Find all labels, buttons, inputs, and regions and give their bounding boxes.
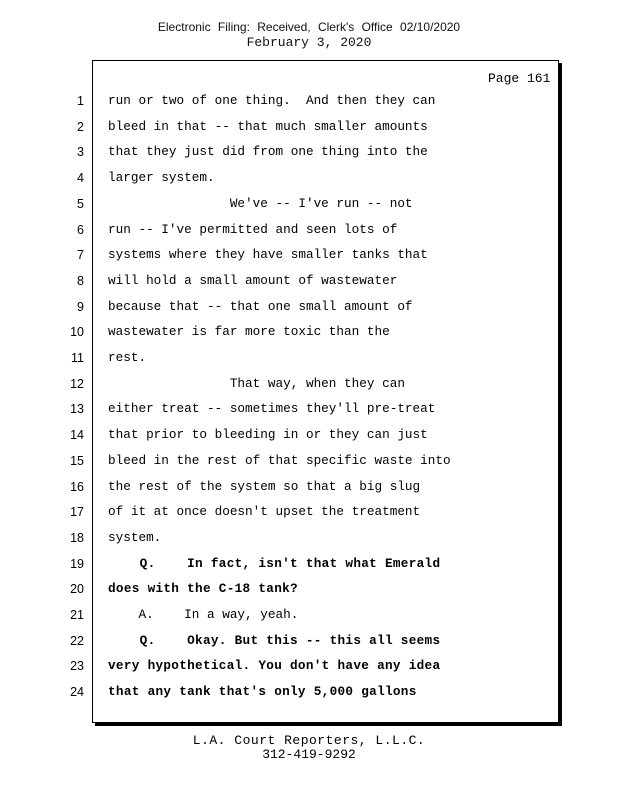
transcript-line bbox=[0, 324, 618, 344]
line-number: 8 bbox=[77, 273, 84, 288]
line-text: of it at once doesn't upset the treatment bbox=[108, 504, 421, 520]
line-number: 2 bbox=[77, 119, 84, 134]
line-number: 22 bbox=[70, 633, 84, 648]
line-number: 3 bbox=[77, 145, 84, 160]
line-number: 12 bbox=[70, 376, 84, 391]
transcript-line bbox=[0, 530, 618, 550]
line-text: A. In a way, yeah. bbox=[108, 607, 299, 622]
transcript-line bbox=[0, 633, 618, 653]
line-number: 21 bbox=[70, 608, 84, 622]
line-number: 13 bbox=[70, 402, 84, 417]
transcript-line bbox=[0, 247, 618, 267]
line-number: 15 bbox=[70, 453, 84, 468]
line-number: 5 bbox=[77, 196, 84, 211]
line-text: That way, when they can bbox=[108, 375, 405, 391]
transcript-line bbox=[0, 504, 618, 524]
line-number: 20 bbox=[70, 582, 84, 597]
transcript-line bbox=[0, 658, 618, 678]
line-number: 24 bbox=[70, 685, 84, 700]
transcript-line bbox=[0, 581, 618, 601]
line-text: because that -- that one small amount of bbox=[108, 298, 413, 314]
transcript-line bbox=[0, 607, 618, 627]
line-text: system. bbox=[108, 529, 162, 545]
transcript-line bbox=[0, 222, 618, 242]
transcript-line bbox=[0, 273, 618, 293]
line-text: either treat -- sometimes they'll pre-treat bbox=[108, 401, 436, 417]
transcript-date: February 3, 2020 bbox=[246, 35, 372, 50]
line-text: that prior to bleeding in or they can just bbox=[108, 427, 428, 443]
line-number: 10 bbox=[70, 325, 84, 340]
line-text: the rest of the system so that a big slug bbox=[108, 478, 421, 494]
line-text: Q. Okay. But this -- this all seems bbox=[108, 632, 441, 648]
line-number: 11 bbox=[71, 351, 84, 365]
reporter-phone: 312-419-9292 bbox=[262, 747, 356, 762]
line-number: 19 bbox=[70, 556, 84, 571]
line-number: 23 bbox=[70, 659, 84, 674]
transcript-line bbox=[0, 556, 618, 576]
filing-stamp: Electronic Filing: Received, Clerk's Office 02/10/2020 bbox=[157, 20, 461, 34]
line-text: wastewater is far more toxic than the bbox=[108, 324, 390, 340]
line-text: very hypothetical. You don't have any idea bbox=[108, 658, 441, 674]
line-number: 6 bbox=[77, 222, 84, 237]
line-text: that they just did from one thing into the bbox=[108, 144, 428, 160]
line-text: does with the C-18 tank? bbox=[108, 581, 298, 597]
transcript-line bbox=[0, 350, 618, 370]
transcript-line bbox=[0, 376, 618, 396]
transcript-line bbox=[0, 427, 618, 447]
line-number: 16 bbox=[70, 479, 84, 494]
line-number: 9 bbox=[77, 299, 84, 314]
transcript-line bbox=[0, 401, 618, 421]
line-number: 1 bbox=[77, 94, 84, 108]
line-text: Q. In fact, isn't that what Emerald bbox=[108, 555, 441, 571]
line-text: run -- I've permitted and seen lots of bbox=[108, 221, 398, 237]
line-number: 18 bbox=[70, 530, 84, 545]
transcript-line bbox=[0, 196, 618, 216]
line-number: 7 bbox=[77, 248, 84, 263]
line-text: will hold a small amount of wastewater bbox=[108, 272, 398, 288]
page-number: Page 161 bbox=[488, 71, 551, 86]
transcript-line bbox=[0, 93, 618, 113]
line-number: 14 bbox=[70, 428, 84, 443]
line-text: that any tank that's only 5,000 gallons bbox=[108, 684, 417, 700]
transcript-line bbox=[0, 479, 618, 499]
line-text: systems where they have smaller tanks that bbox=[108, 247, 428, 263]
transcript-line bbox=[0, 684, 618, 704]
line-text: run or two of one thing. And then they can bbox=[108, 93, 436, 108]
line-text: bleed in that -- that much smaller amounts bbox=[108, 118, 428, 134]
line-number: 17 bbox=[70, 505, 84, 520]
line-text: rest. bbox=[108, 350, 147, 365]
line-text: larger system. bbox=[108, 170, 215, 186]
transcript-line bbox=[0, 453, 618, 473]
line-text: We've -- I've run -- not bbox=[108, 195, 413, 211]
transcript-line bbox=[0, 170, 618, 190]
reporter-company: L.A. Court Reporters, L.L.C. bbox=[192, 733, 426, 748]
line-text: bleed in the rest of that specific waste into bbox=[108, 452, 451, 468]
transcript-line bbox=[0, 299, 618, 319]
transcript-line bbox=[0, 144, 618, 164]
line-number: 4 bbox=[77, 171, 84, 186]
transcript-line bbox=[0, 119, 618, 139]
